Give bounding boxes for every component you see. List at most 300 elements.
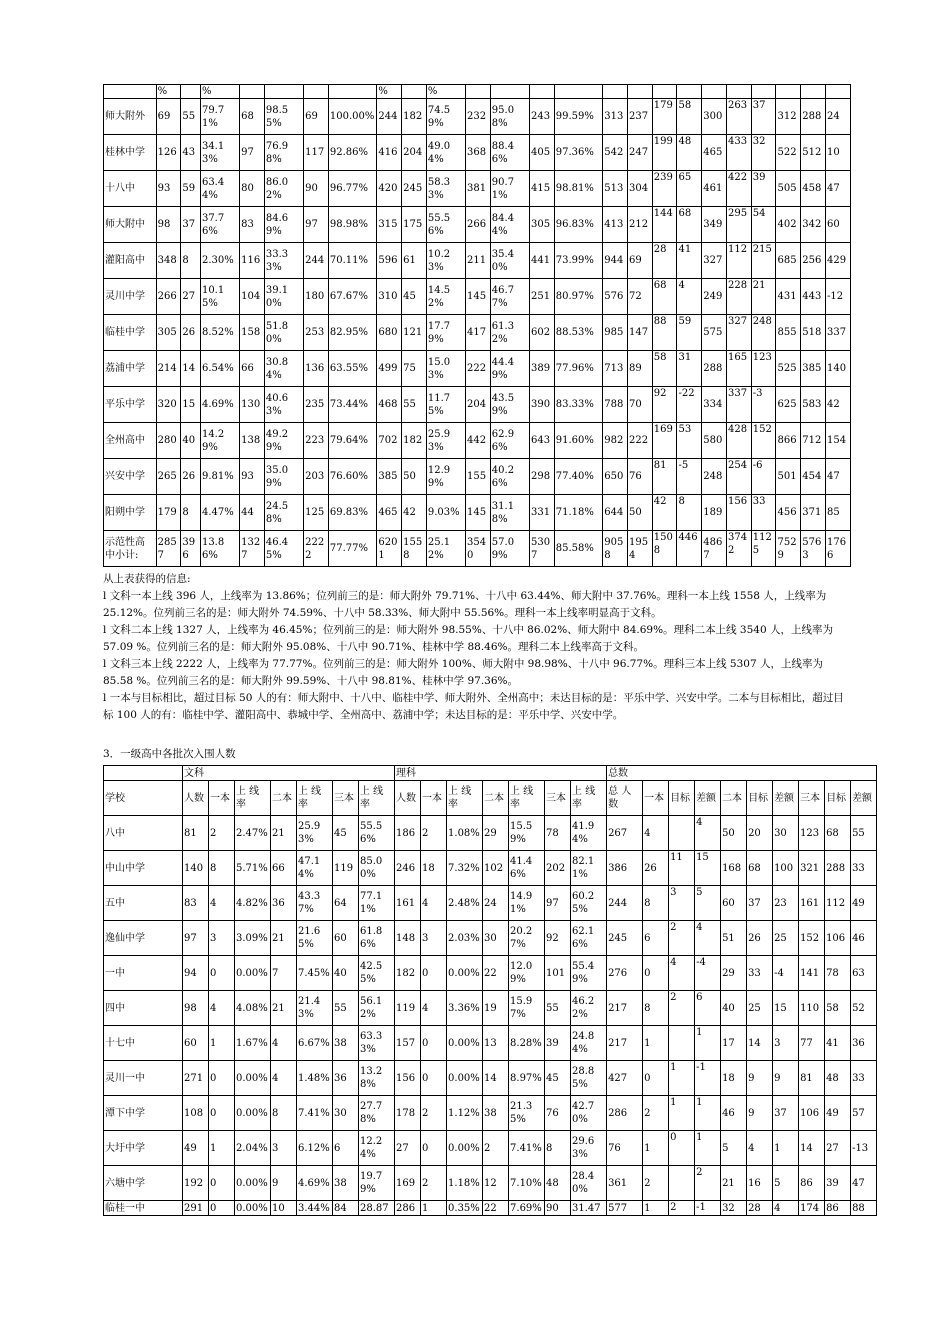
- table-cell: 178: [395, 1096, 421, 1131]
- table-row: [104, 1166, 877, 1201]
- school-name-cell: 五中: [104, 886, 183, 921]
- note-item: l 文科二本上线 1327 人，上线率为 46.45%；位列前三的是：师大附外 98.55%、十八中 86.02%、师大附中 84.69%。理科二本上线 3540 人，上线率为 57.09 %。位列前三名的是：师大附外 95.08%、十八中 90.71%、桂林中学 88.46%。理科二本上线率高于文科。: [103, 624, 833, 653]
- table-cell: 0.00%: [235, 1096, 271, 1131]
- table-cell: 295: [726, 207, 751, 243]
- table-cell: 385: [801, 351, 826, 387]
- table-cell: 2: [669, 921, 695, 956]
- table-cell: 575: [702, 315, 727, 351]
- table-cell: 141: [799, 956, 825, 991]
- table-cell: 99.59%: [554, 99, 602, 135]
- table-cell: 21: [721, 1166, 747, 1201]
- table-cell: 1.08%: [447, 816, 483, 851]
- table-cell: 321: [799, 851, 825, 886]
- sub-header-cell: 一本: [209, 781, 235, 816]
- table-row: [104, 1026, 877, 1061]
- table-row: [104, 921, 877, 956]
- table-cell: 263: [726, 99, 751, 135]
- table-cell: 15: [773, 991, 799, 1026]
- table-cell: 110: [799, 991, 825, 1026]
- school-name-cell: 平乐中学: [104, 387, 157, 423]
- table-cell: 61.32%: [490, 315, 529, 351]
- table-cell: 8: [271, 1096, 297, 1131]
- table-cell: -12: [825, 279, 850, 315]
- table-row: [104, 1131, 877, 1166]
- group-header-wen: 文科: [183, 766, 395, 781]
- table-cell: 36: [271, 886, 297, 921]
- table-cell: 7.45%: [297, 956, 333, 991]
- table-cell: 11.75%: [426, 387, 465, 423]
- table-cell: 81: [799, 1061, 825, 1096]
- table-cell: 4: [209, 991, 235, 1026]
- table-cell: 266: [466, 207, 491, 243]
- table-cell: 312: [776, 99, 801, 135]
- table-cell: 2.47%: [235, 816, 271, 851]
- table-cell: 78: [545, 816, 571, 851]
- table-cell: 30: [483, 921, 509, 956]
- table-cell: 371: [801, 495, 826, 531]
- table-cell: 5: [773, 1166, 799, 1201]
- table-cell: 320: [156, 387, 181, 423]
- table-cell: 310: [377, 279, 402, 315]
- table-cell: 215: [751, 243, 776, 279]
- table-cell: 232: [466, 99, 491, 135]
- header-cell: [104, 85, 157, 99]
- header-cell: [530, 85, 555, 99]
- table-cell: 7529: [776, 531, 801, 567]
- table-cell: 304: [627, 171, 652, 207]
- table-cell: 36: [333, 1061, 359, 1096]
- table-cell: 58: [825, 991, 851, 1026]
- table-cell: 27.78%: [359, 1096, 395, 1131]
- table-cell: 389: [530, 351, 555, 387]
- table-cell: 2: [421, 1096, 447, 1131]
- table-cell: 175: [402, 207, 427, 243]
- table-cell: 0: [669, 1131, 695, 1166]
- table-cell: 130: [240, 387, 265, 423]
- table-cell: 712: [801, 423, 826, 459]
- header-cell: [328, 85, 376, 99]
- table-cell: 71.18%: [554, 495, 602, 531]
- table-cell: 246: [395, 851, 421, 886]
- table-cell: 157: [395, 1026, 421, 1061]
- table-cell: 5763: [801, 531, 826, 567]
- table-cell: 34.13%: [200, 135, 239, 171]
- table-cell: 300: [702, 99, 727, 135]
- table-cell: 288: [825, 851, 851, 886]
- table-cell: 249: [702, 279, 727, 315]
- sub-header-cell: 上 线 率: [571, 781, 607, 816]
- table-cell: 42: [652, 495, 677, 531]
- sub-header-cell: 三本: [545, 781, 571, 816]
- header-cell: [490, 85, 529, 99]
- table-cell: 2.03%: [447, 921, 483, 956]
- table-cell: 147: [627, 315, 652, 351]
- table-cell: 61: [402, 243, 427, 279]
- table-cell: 106: [799, 1096, 825, 1131]
- table-row: [104, 1201, 877, 1216]
- table-cell: 156: [726, 495, 751, 531]
- table-cell: 55: [402, 387, 427, 423]
- group-header-li: 理科: [395, 766, 607, 781]
- table-cell: 2: [669, 1201, 695, 1216]
- table-cell: 88.53%: [554, 315, 602, 351]
- table-cell: 2.30%: [200, 243, 239, 279]
- table-cell: 96.83%: [554, 207, 602, 243]
- table-row: [104, 99, 851, 135]
- table-cell: 97.36%: [554, 135, 602, 171]
- table-cell: 158: [240, 315, 265, 351]
- table-cell: 48: [545, 1166, 571, 1201]
- table-cell: 288: [801, 99, 826, 135]
- school-name-cell: 八中: [104, 816, 183, 851]
- table-cell: 6: [333, 1131, 359, 1166]
- table-cell: 1.12%: [447, 1096, 483, 1131]
- table-cell: 33.33%: [264, 243, 303, 279]
- table-cell: 14: [483, 1061, 509, 1096]
- table-cell: -13: [851, 1131, 877, 1166]
- table-cell: 644: [603, 495, 628, 531]
- table-row: [104, 1096, 877, 1131]
- table-cell: 1: [209, 1026, 235, 1061]
- table-cell: 85.58%: [554, 531, 602, 567]
- table-cell: 2222: [304, 531, 329, 567]
- table-cell: 280: [156, 423, 181, 459]
- table-cell: 10.15%: [200, 279, 239, 315]
- table-cell: 165: [726, 351, 751, 387]
- table-cell: 985: [603, 315, 628, 351]
- table-cell: 3: [421, 921, 447, 956]
- table-cell: 454: [801, 459, 826, 495]
- table-cell: 36: [851, 1026, 877, 1061]
- table-cell: 73.44%: [328, 387, 376, 423]
- table-cell: 1: [773, 1131, 799, 1166]
- table-cell: 443: [801, 279, 826, 315]
- table-cell: 8: [181, 495, 201, 531]
- group-header-total: 总数: [607, 766, 877, 781]
- table-cell: 182: [402, 423, 427, 459]
- sub-header-cell: 二本: [271, 781, 297, 816]
- table-cell: 32: [751, 135, 776, 171]
- table-cell: 88.46%: [490, 135, 529, 171]
- table-cell: 7.69%: [509, 1201, 545, 1216]
- table-cell: 86: [799, 1166, 825, 1201]
- table-cell: 12.09%: [509, 956, 545, 991]
- sub-header-cell: 差额: [695, 781, 721, 816]
- header-cell: [264, 85, 303, 99]
- table-cell: 98.55%: [264, 99, 303, 135]
- table-cell: 119: [333, 851, 359, 886]
- table-cell: 44.49%: [490, 351, 529, 387]
- table-cell: -4: [695, 956, 721, 991]
- school-name-cell: 阳朔中学: [104, 495, 157, 531]
- table-cell: 168: [721, 851, 747, 886]
- table-cell: 92.86%: [328, 135, 376, 171]
- table-row: [104, 171, 851, 207]
- table-cell: 81: [652, 459, 677, 495]
- table-cell: 20.27%: [509, 921, 545, 956]
- table-cell: 9.81%: [200, 459, 239, 495]
- table-cell: 29: [483, 816, 509, 851]
- table-cell: 199: [652, 135, 677, 171]
- sub-header-cell: 上 线 率: [447, 781, 483, 816]
- table-cell: 138: [240, 423, 265, 459]
- table-cell: 0: [421, 1061, 447, 1096]
- table-cell: 69.83%: [328, 495, 376, 531]
- table-cell: 1: [209, 1131, 235, 1166]
- table-cell: 3.44%: [297, 1201, 333, 1216]
- table-cell: 60.25%: [571, 886, 607, 921]
- table-cell: 1.18%: [447, 1166, 483, 1201]
- table-cell: 31: [677, 351, 702, 387]
- table-cell: 8.97%: [509, 1061, 545, 1096]
- table-cell: 334: [702, 387, 727, 423]
- table-cell: 83: [240, 207, 265, 243]
- table-cell: 3: [773, 1026, 799, 1061]
- table-cell: 13: [483, 1026, 509, 1061]
- table-cell: 26: [181, 459, 201, 495]
- table-cell: 3.36%: [447, 991, 483, 1026]
- table-cell: 21.43%: [297, 991, 333, 1026]
- school-name-cell: 一中: [104, 956, 183, 991]
- table-cell: 248: [702, 459, 727, 495]
- table-cell: 25.93%: [297, 816, 333, 851]
- table-cell: 145: [466, 495, 491, 531]
- table-cell: 203: [304, 459, 329, 495]
- table-cell: 90: [545, 1201, 571, 1216]
- table-cell: 40.63%: [264, 387, 303, 423]
- sub-header-cell: 人数: [395, 781, 421, 816]
- table-cell: 14: [181, 351, 201, 387]
- school-name-cell: 临桂一中: [104, 1201, 183, 1216]
- table-cell: 31.18%: [490, 495, 529, 531]
- table-cell: -1: [695, 1201, 721, 1216]
- table-cell: 14.91%: [509, 886, 545, 921]
- table-cell: 5.71%: [235, 851, 271, 886]
- analysis-notes: [103, 571, 851, 724]
- table-cell: 1508: [652, 531, 677, 567]
- table-cell: 156: [395, 1061, 421, 1096]
- table-cell: 7.32%: [447, 851, 483, 886]
- table-cell: 30: [773, 816, 799, 851]
- table-cell: 16: [747, 1166, 773, 1201]
- table-cell: 468: [377, 387, 402, 423]
- table-cell: 77.40%: [554, 459, 602, 495]
- table-cell: 19: [483, 991, 509, 1026]
- table-cell: -3: [751, 387, 776, 423]
- table-cell: 429: [825, 243, 850, 279]
- table-cell: 2: [421, 816, 447, 851]
- table-cell: 119: [395, 991, 421, 1026]
- table-cell: 10.23%: [426, 243, 465, 279]
- table-cell: 8: [677, 495, 702, 531]
- table-cell: 24: [483, 886, 509, 921]
- table-cell: 24.58%: [264, 495, 303, 531]
- table-cell: 465: [377, 495, 402, 531]
- table-cell: 8: [643, 991, 669, 1026]
- sub-header-cell: 三本: [799, 781, 825, 816]
- sub-header-cell: 二本: [483, 781, 509, 816]
- sub-header-cell: 目标: [825, 781, 851, 816]
- table-cell: 0: [209, 1201, 235, 1216]
- table-cell: 104: [240, 279, 265, 315]
- table-cell: 441: [530, 243, 555, 279]
- table-cell: 28.40%: [571, 1166, 607, 1201]
- table-cell: 5: [721, 1131, 747, 1166]
- table-cell: 192: [183, 1166, 209, 1201]
- school-name-cell: 六塘中学: [104, 1166, 183, 1201]
- table-cell: 15: [181, 387, 201, 423]
- table-cell: 2: [483, 1131, 509, 1166]
- table-cell: 2.04%: [235, 1131, 271, 1166]
- table-cell: 271: [183, 1061, 209, 1096]
- table-cell: 267: [607, 816, 643, 851]
- table-cell: 56.12%: [359, 991, 395, 1026]
- table-cell: 20: [747, 816, 773, 851]
- table-cell: 17.79%: [426, 315, 465, 351]
- table-cell: 92: [545, 921, 571, 956]
- sub-header-cell: 人数: [183, 781, 209, 816]
- table-cell: 248: [751, 315, 776, 351]
- table-cell: 14.52%: [426, 279, 465, 315]
- table-cell: 417: [466, 315, 491, 351]
- table-cell: 12.24%: [359, 1131, 395, 1166]
- table-cell: 2857: [156, 531, 181, 567]
- table-cell: 85: [825, 495, 850, 531]
- table-cell: 0: [209, 1061, 235, 1096]
- school-name-cell: 灌阳高中: [104, 243, 157, 279]
- table-cell: 256: [801, 243, 826, 279]
- table-cell: 405: [530, 135, 555, 171]
- table-cell: 75: [402, 351, 427, 387]
- table-cell: 80: [240, 171, 265, 207]
- table-cell: 244: [607, 886, 643, 921]
- table-cell: 179: [156, 495, 181, 531]
- table-cell: 123: [799, 816, 825, 851]
- table-cell: 82.95%: [328, 315, 376, 351]
- table-cell: 28: [652, 243, 677, 279]
- school-name-cell: 临桂中学: [104, 315, 157, 351]
- table-cell: 331: [530, 495, 555, 531]
- table-cell: 431: [776, 279, 801, 315]
- table-cell: 3.09%: [235, 921, 271, 956]
- table-cell: 2: [643, 1166, 669, 1201]
- table-cell: 0.00%: [447, 956, 483, 991]
- header-cell: [240, 85, 265, 99]
- table-cell: 35.40%: [490, 243, 529, 279]
- table-cell: 222: [627, 423, 652, 459]
- table-cell: 518: [801, 315, 826, 351]
- table-cell: 0: [643, 1061, 669, 1096]
- sub-header-cell: 上 线 率: [509, 781, 545, 816]
- sub-header-cell: 目标: [669, 781, 695, 816]
- table-cell: 1: [421, 1201, 447, 1216]
- table-cell: 286: [607, 1096, 643, 1131]
- table-cell: 46.45%: [264, 531, 303, 567]
- table-cell: 63.44%: [200, 171, 239, 207]
- table-cell: 37: [773, 1096, 799, 1131]
- table-cell: 53: [677, 423, 702, 459]
- table-cell: 63: [851, 956, 877, 991]
- table-cell: 422: [726, 171, 751, 207]
- table-cell: 52: [851, 991, 877, 1026]
- table-cell: 12.99%: [426, 459, 465, 495]
- table-cell: 427: [607, 1061, 643, 1096]
- table-cell: 19.79%: [359, 1166, 395, 1201]
- table-cell: 212: [627, 207, 652, 243]
- table-cell: 4867: [702, 531, 727, 567]
- table-cell: 11: [669, 851, 695, 886]
- table-cell: 41.94%: [571, 816, 607, 851]
- table-cell: 84.69%: [264, 207, 303, 243]
- table-cell: 57: [851, 1096, 877, 1131]
- table-cell: 1.67%: [235, 1026, 271, 1061]
- table-cell: 21: [271, 991, 297, 1026]
- table-cell: 179: [652, 99, 677, 135]
- table-cell: 101: [545, 956, 571, 991]
- table-cell: 10: [825, 135, 850, 171]
- table-cell: 361: [607, 1166, 643, 1201]
- table-cell: 442: [466, 423, 491, 459]
- table-cell: 266: [156, 279, 181, 315]
- header-cell: %: [200, 85, 239, 99]
- table-cell: 83: [183, 886, 209, 921]
- table-cell: 0: [421, 1131, 447, 1166]
- table-cell: 0: [643, 956, 669, 991]
- table-cell: 8: [545, 1131, 571, 1166]
- table-cell: 108: [183, 1096, 209, 1131]
- table-cell: 513: [603, 171, 628, 207]
- table-cell: 65: [677, 171, 702, 207]
- table-cell: 15.97%: [509, 991, 545, 1026]
- table-cell: 60: [333, 921, 359, 956]
- table-cell: 4: [695, 921, 721, 956]
- school-name-cell: 兴安中学: [104, 459, 157, 495]
- table-cell: 49.04%: [426, 135, 465, 171]
- table-cell: 140: [825, 351, 850, 387]
- table-cell: 265: [156, 459, 181, 495]
- group-header-row: [104, 766, 877, 781]
- table-cell: 245: [607, 921, 643, 956]
- table-cell: 40: [181, 423, 201, 459]
- table-cell: [669, 1166, 695, 1201]
- table-cell: 55.56%: [359, 816, 395, 851]
- table-cell: 40: [721, 991, 747, 1026]
- sub-header-cell: 上 线 率: [359, 781, 395, 816]
- table-cell: 73.99%: [554, 243, 602, 279]
- table-cell: 76: [545, 1096, 571, 1131]
- sub-header-cell: 三本: [333, 781, 359, 816]
- table-cell: 348: [156, 243, 181, 279]
- table-cell: 386: [607, 851, 643, 886]
- sub-header-row: [104, 781, 877, 816]
- school-name-cell: 师大附外: [104, 99, 157, 135]
- table-cell: -1: [695, 1061, 721, 1096]
- table-cell: 23: [773, 886, 799, 921]
- table-cell: 9: [271, 1166, 297, 1201]
- table-cell: 31.47: [571, 1201, 607, 1216]
- table-cell: 77.96%: [554, 351, 602, 387]
- table-cell: 47: [825, 171, 850, 207]
- table-cell: 342: [801, 207, 826, 243]
- sub-header-cell: 一本: [643, 781, 669, 816]
- table-cell: 1.48%: [297, 1061, 333, 1096]
- table-cell: 88: [851, 1201, 877, 1216]
- table-cell: 15: [695, 851, 721, 886]
- table-cell: 68: [677, 207, 702, 243]
- table-cell: 4: [643, 816, 669, 851]
- table-cell: 48: [825, 1061, 851, 1096]
- table-cell: 204: [402, 135, 427, 171]
